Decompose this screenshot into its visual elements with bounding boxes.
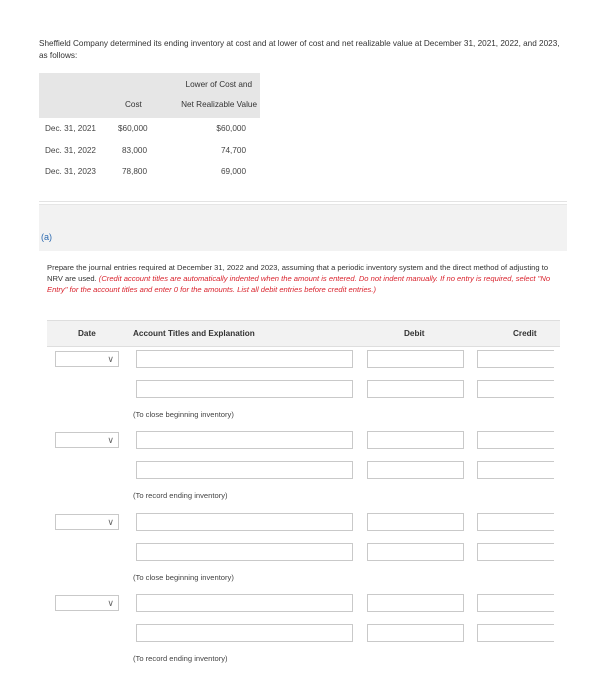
credit-input[interactable] bbox=[477, 513, 554, 531]
credit-input[interactable] bbox=[477, 461, 554, 479]
part-a-header bbox=[39, 204, 567, 251]
credit-input[interactable] bbox=[477, 350, 554, 368]
chevron-down-icon: ∨ bbox=[107, 435, 114, 445]
col-account: Account Titles and Explanation bbox=[133, 329, 255, 338]
debit-input[interactable] bbox=[367, 513, 464, 531]
account-title-input[interactable] bbox=[136, 624, 353, 642]
instructions-text: Prepare the journal entries required at December 31, 2022 and 2023, assuming that a periodic inventory system and the direct method of adjusting to NRV are used. bbox=[47, 263, 549, 283]
row-date: Dec. 31, 2022 bbox=[45, 145, 96, 155]
col-debit: Debit bbox=[404, 329, 425, 338]
debit-input[interactable] bbox=[367, 461, 464, 479]
account-title-input[interactable] bbox=[136, 461, 353, 479]
credit-input[interactable] bbox=[477, 431, 554, 449]
chevron-down-icon: ∨ bbox=[107, 354, 114, 364]
chevron-down-icon: ∨ bbox=[107, 517, 114, 527]
header-lcnrv-line1: Lower of Cost and bbox=[185, 80, 252, 89]
entry-note: (To record ending inventory) bbox=[133, 654, 228, 663]
row-cost: 78,800 bbox=[122, 167, 148, 176]
account-title-input[interactable] bbox=[136, 594, 353, 612]
debit-input[interactable] bbox=[367, 624, 464, 642]
row-lcnrv: $60,000 bbox=[216, 124, 246, 133]
account-title-input[interactable] bbox=[136, 543, 353, 561]
journal-header bbox=[47, 320, 560, 347]
date-select[interactable] bbox=[55, 351, 119, 367]
debit-input[interactable] bbox=[367, 594, 464, 612]
debit-input[interactable] bbox=[367, 431, 464, 449]
row-lcnrv: 74,700 bbox=[220, 145, 246, 155]
credit-input[interactable] bbox=[477, 624, 554, 642]
col-credit: Credit bbox=[513, 329, 537, 338]
date-select[interactable] bbox=[55, 432, 119, 448]
date-select[interactable] bbox=[55, 595, 119, 611]
credit-input[interactable] bbox=[477, 594, 554, 612]
problem-intro: Sheffield Company determined its ending inventory at cost and at lower of cost and net realizable value at December 31, 2021, 2022, and 2023, as follows: bbox=[39, 39, 560, 60]
entry-note: (To close beginning inventory) bbox=[133, 573, 234, 582]
debit-input[interactable] bbox=[367, 543, 464, 561]
account-title-input[interactable] bbox=[136, 431, 353, 449]
row-lcnrv: 69,000 bbox=[220, 167, 246, 176]
row-date: Dec. 31, 2023 bbox=[45, 167, 96, 176]
header-lcnrv-line2: Net Realizable Value bbox=[181, 100, 257, 109]
section-divider bbox=[39, 201, 567, 202]
col-date: Date bbox=[78, 329, 96, 338]
inventory-table-header bbox=[39, 73, 260, 118]
header-cost: Cost bbox=[125, 100, 142, 109]
instructions bbox=[47, 262, 557, 295]
chevron-down-icon: ∨ bbox=[107, 598, 114, 608]
table-row bbox=[39, 161, 260, 183]
part-label: (a) bbox=[41, 232, 52, 242]
credit-input[interactable] bbox=[477, 543, 554, 561]
row-date: Dec. 31, 2021 bbox=[45, 124, 96, 133]
table-row bbox=[39, 140, 260, 162]
debit-input[interactable] bbox=[367, 380, 464, 398]
account-title-input[interactable] bbox=[136, 513, 353, 531]
row-cost: $60,000 bbox=[118, 124, 148, 133]
instructions-warning: (Credit account titles are automatically indented when the amount is entered. Do not indent manually. If no entry is required, select "No Entry" for the account titles and enter 0 for the amounts. List all debit entries before credit entries.) bbox=[47, 274, 551, 294]
table-row bbox=[39, 118, 260, 140]
inventory-table bbox=[39, 73, 260, 183]
account-title-input[interactable] bbox=[136, 380, 353, 398]
credit-input[interactable] bbox=[477, 380, 554, 398]
account-title-input[interactable] bbox=[136, 350, 353, 368]
date-select[interactable] bbox=[55, 514, 119, 530]
row-cost: 83,000 bbox=[122, 145, 148, 155]
debit-input[interactable] bbox=[367, 350, 464, 368]
entry-note: (To close beginning inventory) bbox=[133, 410, 234, 419]
entry-note: (To record ending inventory) bbox=[133, 491, 228, 500]
